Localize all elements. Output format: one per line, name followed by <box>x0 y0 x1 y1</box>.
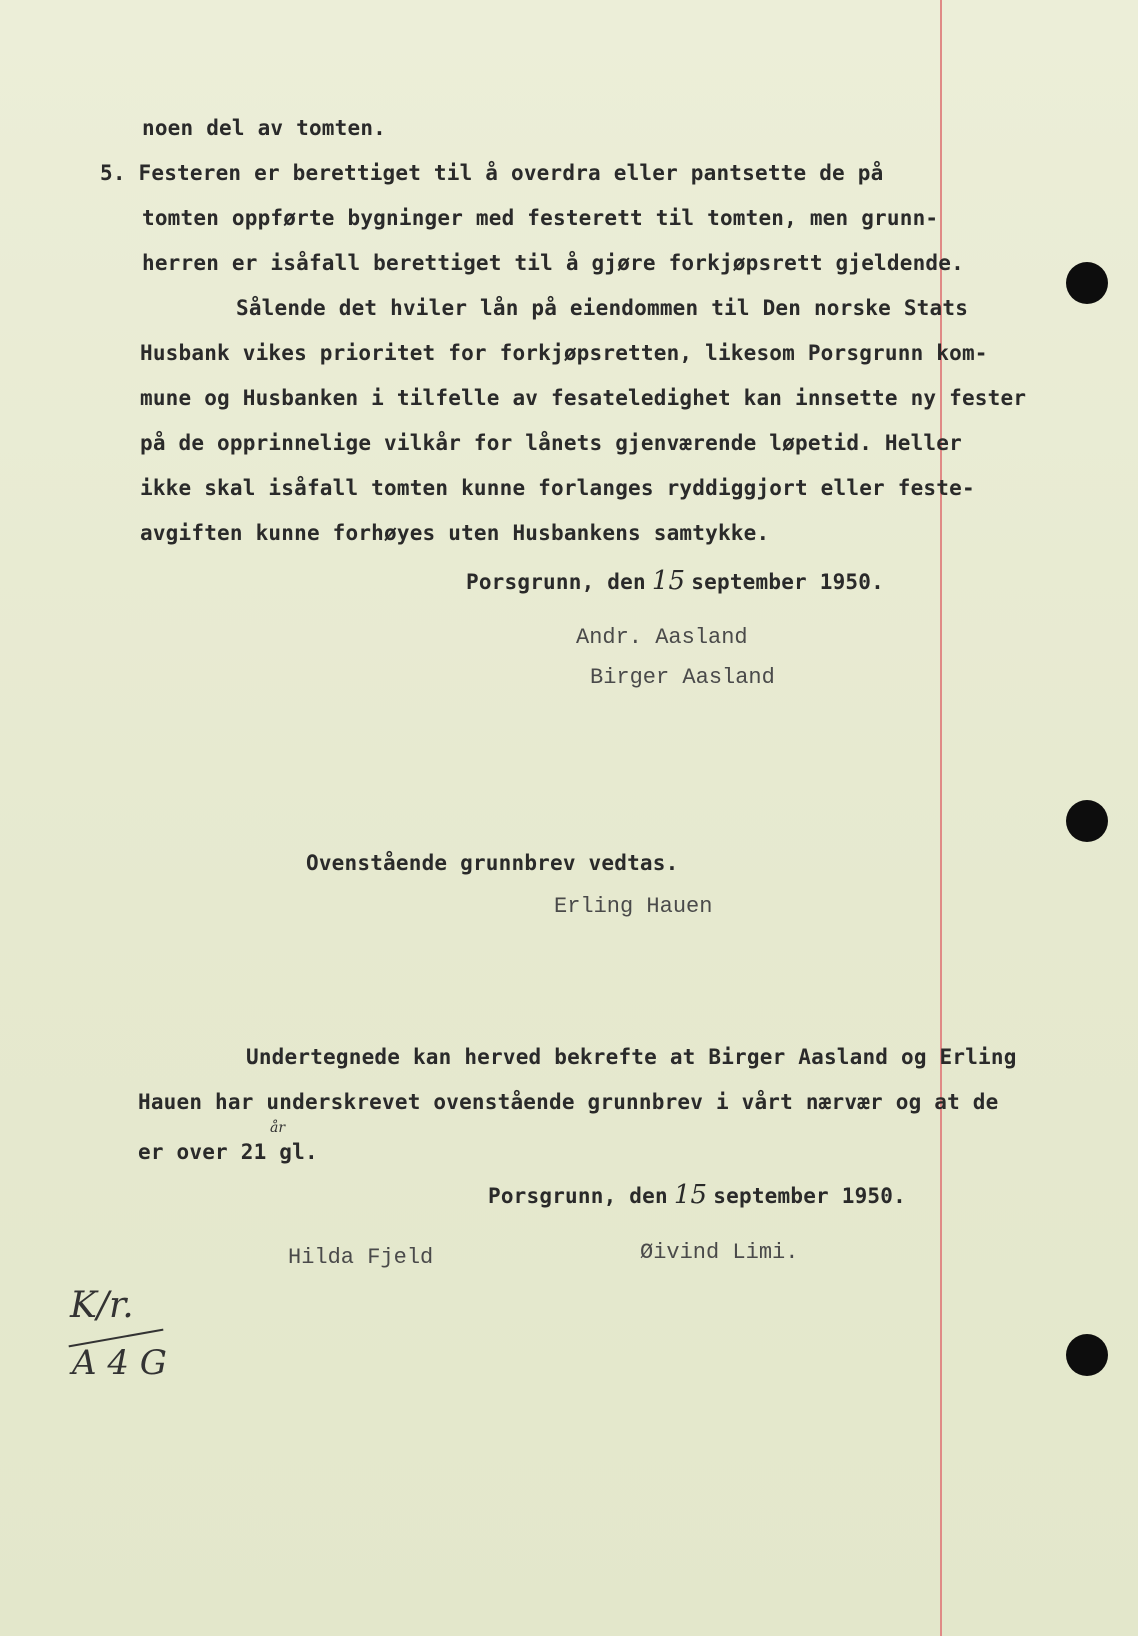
text-line: Undertegnede kan herved bekrefte at Birger Aasland og Erling <box>246 1045 1017 1069</box>
text-line: på de opprinnelige vilkår for lånets gjenværende løpetid. Heller <box>140 431 962 455</box>
witness-oivind-limi: Øivind Limi. <box>640 1240 799 1265</box>
margin-line <box>940 0 942 1636</box>
date-line <box>488 1180 906 1210</box>
signature-erling-hauen: Erling Hauen <box>554 894 713 919</box>
text-line: Hauen har underskrevet ovenstående grunnbrev i vårt nærvær og at de <box>138 1090 999 1114</box>
text-line: Sålende det hviler lån på eiendommen til Den norske Stats <box>236 296 969 320</box>
margin-note-top: K/r. <box>70 1285 134 1326</box>
text-line: noen del av tomten. <box>142 116 387 140</box>
text-line: 5. Festeren er berettiget til å overdra eller pantsette de på <box>100 161 884 185</box>
margin-note-bottom: A 4 G <box>72 1343 167 1383</box>
text-line: Husbank vikes prioritet for forkjøpsretten, likesom Porsgrunn kom- <box>140 341 988 365</box>
punch-hole <box>1066 1334 1108 1376</box>
date-prefix: Porsgrunn, den <box>488 1184 668 1208</box>
text-line: ikke skal isåfall tomten kunne forlanges ryddiggjort eller feste- <box>140 476 975 500</box>
date-line <box>466 566 884 596</box>
date-day: 15 <box>651 566 686 596</box>
date-prefix: Porsgrunn, den <box>466 570 646 594</box>
punch-hole <box>1066 800 1108 842</box>
date-suffix: september 1950. <box>691 570 884 594</box>
text-line: mune og Husbanken i tilfelle av fesateledighet kan innsette ny fester <box>140 386 1027 410</box>
date-suffix: september 1950. <box>713 1184 906 1208</box>
text-line: avgiften kunne forhøyes uten Husbankens samtykke. <box>140 521 770 545</box>
acceptance-line: Ovenstående grunnbrev vedtas. <box>306 851 679 875</box>
date-day: 15 <box>673 1180 708 1210</box>
text-line <box>138 1140 318 1164</box>
punch-hole <box>1066 262 1108 304</box>
margin-note <box>62 1285 212 1395</box>
signature-andr-aasland: Andr. Aasland <box>576 625 748 650</box>
signature-birger-aasland: Birger Aasland <box>590 665 775 690</box>
text-line: herren er isåfall berettiget til å gjøre forkjøpsrett gjeldende. <box>142 251 964 275</box>
cert-text: er over 21 gl. <box>138 1140 318 1164</box>
witness-hilda-fjeld: Hilda Fjeld <box>288 1245 434 1270</box>
handwritten-insert: år <box>270 1120 286 1136</box>
text-line: tomten oppførte bygninger med festerett til tomten, men grunn- <box>142 206 939 230</box>
